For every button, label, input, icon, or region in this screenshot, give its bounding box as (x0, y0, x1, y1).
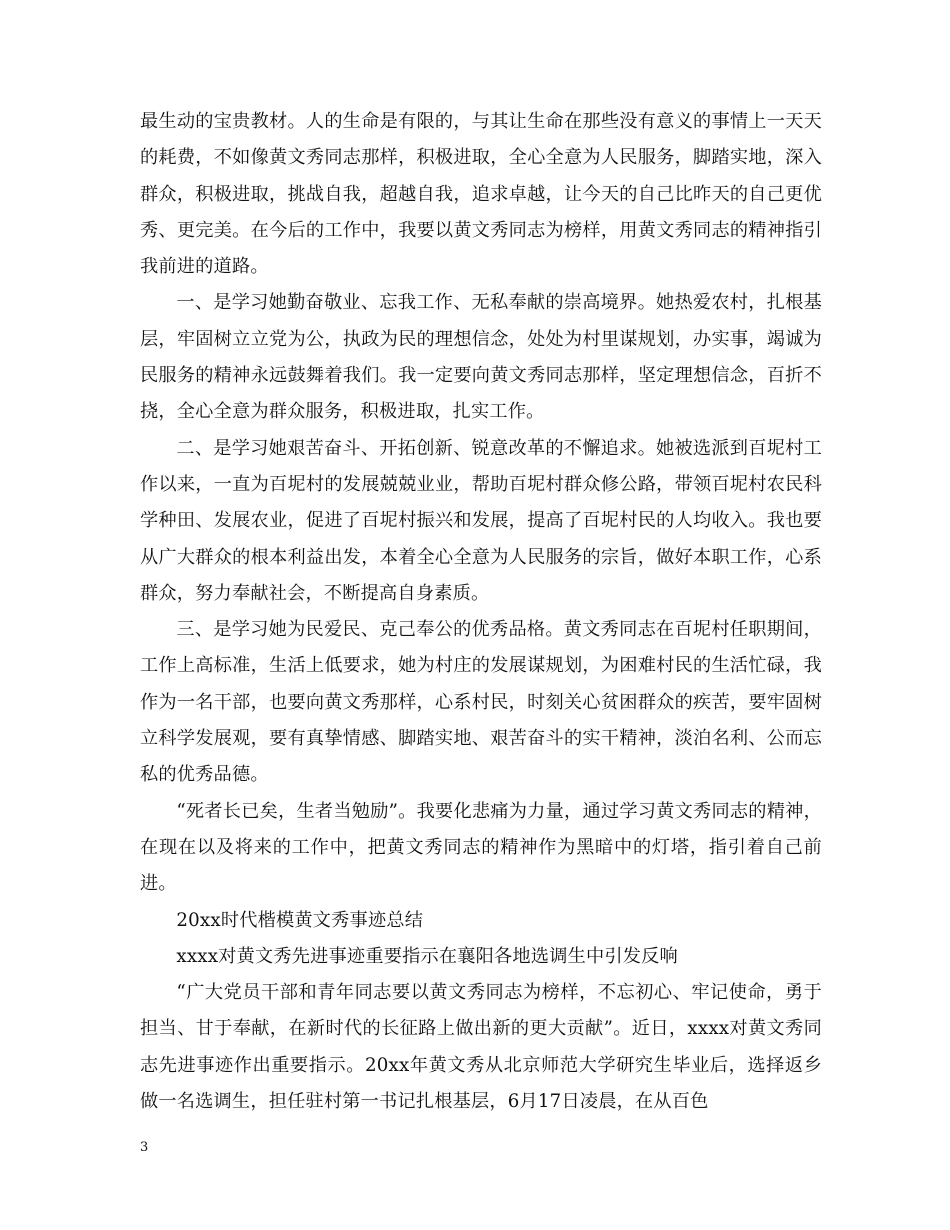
article-headline: xxxx对黄文秀先进事迹重要指示在襄阳各地选调生中引发反响 (176, 945, 678, 967)
paragraph-2: 一、是学习她勤奋敬业、忘我工作、无私奉献的崇高境界。她热爱农村，扎根基层，牢固树立立党为公，执政为民的理想信念，处处为村里谋规划，办实事，竭诚为民服务的精神永远鼓舞着我们。我一定要向黄文秀同志那样，坚定理想信念，百折不挠，全心全意为群众服务，积极进取，扎实工作。 (140, 292, 822, 423)
paragraph-8: “广大党员干部和青年同志要以黄文秀同志为榜样，不忘初心、牢记使命，勇于担当、甘于奉献，在新时代的长征路上做出新的更大贡献”。近日，xxxx对黄文秀同志先进事迹作出重要指示。20xx年黄文秀从北京师范大学研究生毕业后，选择返乡做一名选调生，担任驻村第一书记扎根基层，6月17日凌晨，在从百色 (140, 982, 822, 1113)
paragraph-3: 二、是学习她艰苦奋斗、开拓创新、锐意改革的不懈追求。她被选派到百坭村工作以来，一直为百坭村的发展兢兢业业，帮助百坭村群众修公路，带领百坭村农民科学种田、发展农业，促进了百坭村振兴和发展，提高了百坭村民的人均收入。我也要从广大群众的根本利益出发，本着全心全意为人民服务的宗旨，做好本职工作，心系群众，努力奉献社会，不断提高自身素质。 (140, 437, 822, 604)
section-heading: 20xx时代楷模黄文秀事迹总结 (176, 909, 424, 931)
paragraph-1: 最生动的宝贵教材。人的生命是有限的，与其让生命在那些没有意义的事情上一天天的耗费，不如像黄文秀同志那样，积极进取，全心全意为人民服务，脚踏实地，深入群众，积极进取，挑战自我，超越自我，追求卓越，让今天的自己比昨天的自己更优秀、更完美。在今后的工作中，我要以黄文秀同志为榜样，用黄文秀同志的精神指引我前进的道路。 (140, 111, 822, 278)
document-body (140, 104, 822, 1120)
paragraph-5: “死者长已矣，生者当勉励”。我要化悲痛为力量，通过学习黄文秀同志的精神，在现在以及将来的工作中，把黄文秀同志的精神作为黑暗中的灯塔，指引着自己前进。 (140, 800, 822, 895)
paragraph-4: 三、是学习她为民爱民、克己奉公的优秀品格。黄文秀同志在百坭村任职期间，工作上高标准，生活上低要求，她为村庄的发展谋规划，为困难村民的生活忙碌，我作为一名干部，也要向黄文秀那样，心系村民，时刻关心贫困群众的疾苦，要牢固树立科学发展观，要有真挚情感、脚踏实地、艰苦奋斗的实干精神，淡泊名利、公而忘私的优秀品德。 (140, 619, 822, 786)
page-number: 3 (140, 1140, 149, 1155)
